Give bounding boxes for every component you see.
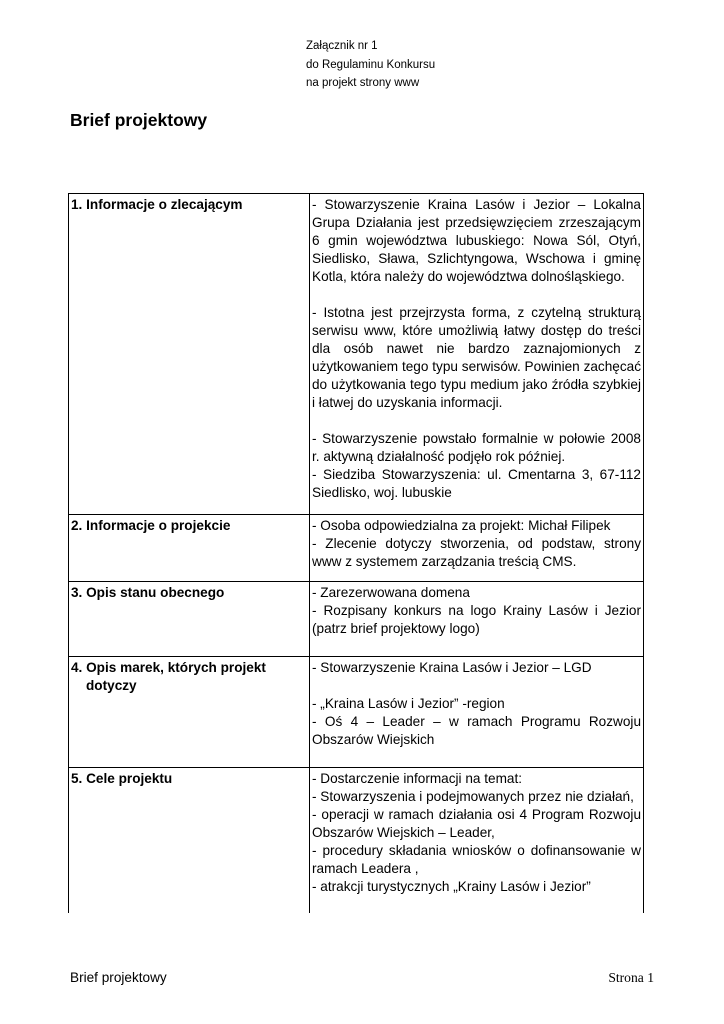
row-content — [310, 657, 644, 768]
annex-line: na projekt strony www — [306, 77, 420, 89]
content-paragraph: - Oś 4 – Leader – w ramach Programu Rozwoju Obszarów Wiejskich — [312, 714, 641, 747]
row-content — [310, 768, 644, 914]
content-paragraph: - Stowarzyszenie Kraina Lasów i Jezior – Lokalna Grupa Działania jest przedsięwzięciem zrzeszającym 6 gmin województwa lubuskiego: Nowa Sól, Otyń, Siedlisko, Sława, Szlichtyngowa, Wschowa i gminę Kotla, która należy do województwa dolnośląskiego. — [312, 197, 641, 284]
row-content — [310, 582, 644, 657]
row-label: 3. Opis stanu obecnego — [69, 582, 310, 657]
row-label: 1. Informacje o zlecającym — [69, 194, 310, 515]
row-label: 2. Informacje o projekcie — [69, 515, 310, 582]
footer-title: Brief projektowy — [70, 970, 167, 985]
content-paragraph: - Siedziba Stowarzyszenia: ul. Cmentarna 3, 67-112 Siedlisko, woj. lubuskie — [312, 467, 641, 500]
table-row — [69, 582, 644, 657]
table-row — [69, 768, 644, 914]
content-paragraph: - Stowarzyszenie Kraina Lasów i Jezior – LGD — [312, 660, 592, 675]
row-content — [310, 515, 644, 582]
row-label: 5. Cele projektu — [69, 768, 310, 914]
table-row — [69, 515, 644, 582]
table-row — [69, 194, 644, 515]
content-paragraph: - „Kraina Lasów i Jezior” -region — [312, 696, 505, 711]
annex-note — [306, 37, 435, 93]
page-title: Brief projektowy — [70, 110, 208, 130]
page-number: Strona 1 — [608, 970, 654, 985]
row-label-line: 4. Opis marek, których projekt — [71, 660, 266, 675]
row-label-line: dotyczy — [86, 678, 137, 693]
table-row — [69, 657, 644, 768]
content-paragraph: - Rozpisany konkurs na logo Krainy Lasów i Jezior (patrz brief projektowy logo) — [312, 603, 641, 636]
content-paragraph: - operacji w ramach działania osi 4 Program Rozwoju Obszarów Wiejskich – Leader, — [312, 807, 641, 840]
content-paragraph: - procedury składania wniosków o dofinansowanie w ramach Leadera , — [312, 843, 641, 876]
content-paragraph: - Dostarczenie informacji na temat: — [312, 771, 523, 786]
content-paragraph: - atrakcji turystycznych „Krainy Lasów i Jezior” — [312, 879, 591, 894]
content-paragraph: - Stowarzyszenie powstało formalnie w połowie 2008 r. aktywną działalność podjęło rok później. — [312, 431, 641, 464]
annex-line: do Regulaminu Konkursu — [306, 58, 436, 71]
content-paragraph: - Zlecenie dotyczy stworzenia, od podstaw, strony www z systemem zarządzania treścią CMS. — [312, 536, 641, 569]
annex-line: Załącznik nr 1 — [306, 40, 378, 52]
content-paragraph: - Osoba odpowiedzialna za projekt: Michał Filipek — [312, 518, 611, 533]
content-paragraph: - Istotna jest przejrzysta forma, z czytelną strukturą serwisu www, które umożliwią łatwy dostęp do treści dla osób nawet nie bardzo zaznajomionych z użytkowaniem tego typu serwisów. Powinien zachęcać do użytkowania tego typu medium jako źródła szybkiej i łatwej do uzyskania informacji. — [312, 305, 641, 410]
content-paragraph: - Zarezerwowana domena — [312, 585, 470, 600]
row-content — [310, 194, 644, 515]
content-paragraph: - Stowarzyszenia i podejmowanych przez nie działań, — [312, 789, 634, 804]
brief-table — [68, 193, 644, 913]
row-label — [69, 657, 310, 768]
